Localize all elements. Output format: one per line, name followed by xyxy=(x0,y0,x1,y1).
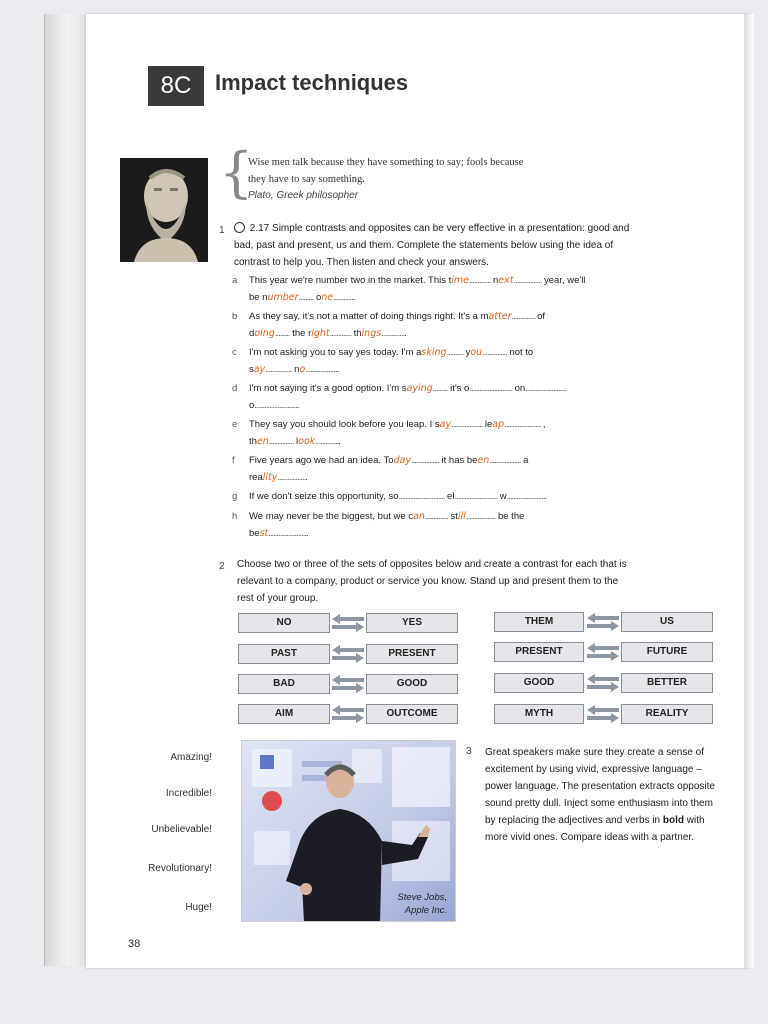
opposite-us: US xyxy=(621,612,713,632)
opposite-outcome: OUTCOME xyxy=(366,704,458,724)
double-arrow-icon xyxy=(330,674,366,694)
opposite-myth: MYTH xyxy=(494,704,584,724)
unit-title: Impact techniques xyxy=(215,70,409,95)
opposite-them: THEM xyxy=(494,612,584,632)
opposite-good-2: GOOD xyxy=(494,673,584,693)
power-word: Incredible! xyxy=(165,788,212,799)
opposite-yes: YES xyxy=(366,613,458,633)
quote-brace: { xyxy=(219,141,254,204)
double-arrow-icon xyxy=(585,612,621,632)
quote-source: Plato, Greek philosopher xyxy=(248,190,359,201)
opposite-better: BETTER xyxy=(621,673,713,693)
opposite-aim: AIM xyxy=(238,704,330,724)
page-number: 38 xyxy=(128,938,141,950)
plato-bust-image xyxy=(120,158,208,262)
unit-code: 8C xyxy=(148,66,204,106)
power-word: Amazing! xyxy=(170,752,212,763)
opposite-bad: BAD xyxy=(238,674,330,694)
exercise1-number: 1 xyxy=(219,225,225,236)
double-arrow-icon xyxy=(585,642,621,662)
double-arrow-icon xyxy=(330,704,366,724)
double-arrow-icon xyxy=(585,704,621,724)
opposite-present-2: PRESENT xyxy=(494,642,584,662)
power-word: Unbelievable! xyxy=(151,824,212,835)
double-arrow-icon xyxy=(330,644,366,664)
opposite-good: GOOD xyxy=(366,674,458,694)
exercise2-number: 2 xyxy=(219,561,225,572)
opposite-future: FUTURE xyxy=(621,642,713,662)
exercise1-instructions: 2.17 Simple contrasts and opposites can be very effective in a presentation: good and bad, past and present, us and them. Complete the statements below using the idea of contrast to help you. Then listen and check your answers. xyxy=(234,223,630,268)
power-word: Revolutionary! xyxy=(148,863,212,874)
opposite-reality: REALITY xyxy=(621,704,713,724)
double-arrow-icon xyxy=(330,613,366,633)
opposite-present: PRESENT xyxy=(366,644,458,664)
opposite-no: NO xyxy=(238,613,330,633)
photo-caption: Steve Jobs, Apple Inc. xyxy=(397,892,447,916)
steve-jobs-photo xyxy=(241,740,456,922)
opposite-past: PAST xyxy=(238,644,330,664)
exercise3-number: 3 xyxy=(466,746,472,757)
page-right-edge xyxy=(744,14,754,968)
exercise2-instructions: Choose two or three of the sets of opposites below and create a contrast for each that is relevant to a company, product or service you know. Stand up and present them to the rest of your group. xyxy=(237,559,627,604)
quote-text: Wise men talk because they have something to say; fools because they have to say something. xyxy=(248,157,524,185)
exercise3-instructions: Great speakers make sure they create a sense of excitement by using vivid, expressive language – power language. The presentation extracts opposite sound pretty dull. Inject some enthusiasm into them by replacing the adjectives and verbs in bold with more vivid ones. Compare ideas with a partner. xyxy=(485,747,715,843)
audio-icon[interactable] xyxy=(234,222,245,233)
double-arrow-icon xyxy=(585,673,621,693)
power-word: Huge! xyxy=(185,902,212,913)
